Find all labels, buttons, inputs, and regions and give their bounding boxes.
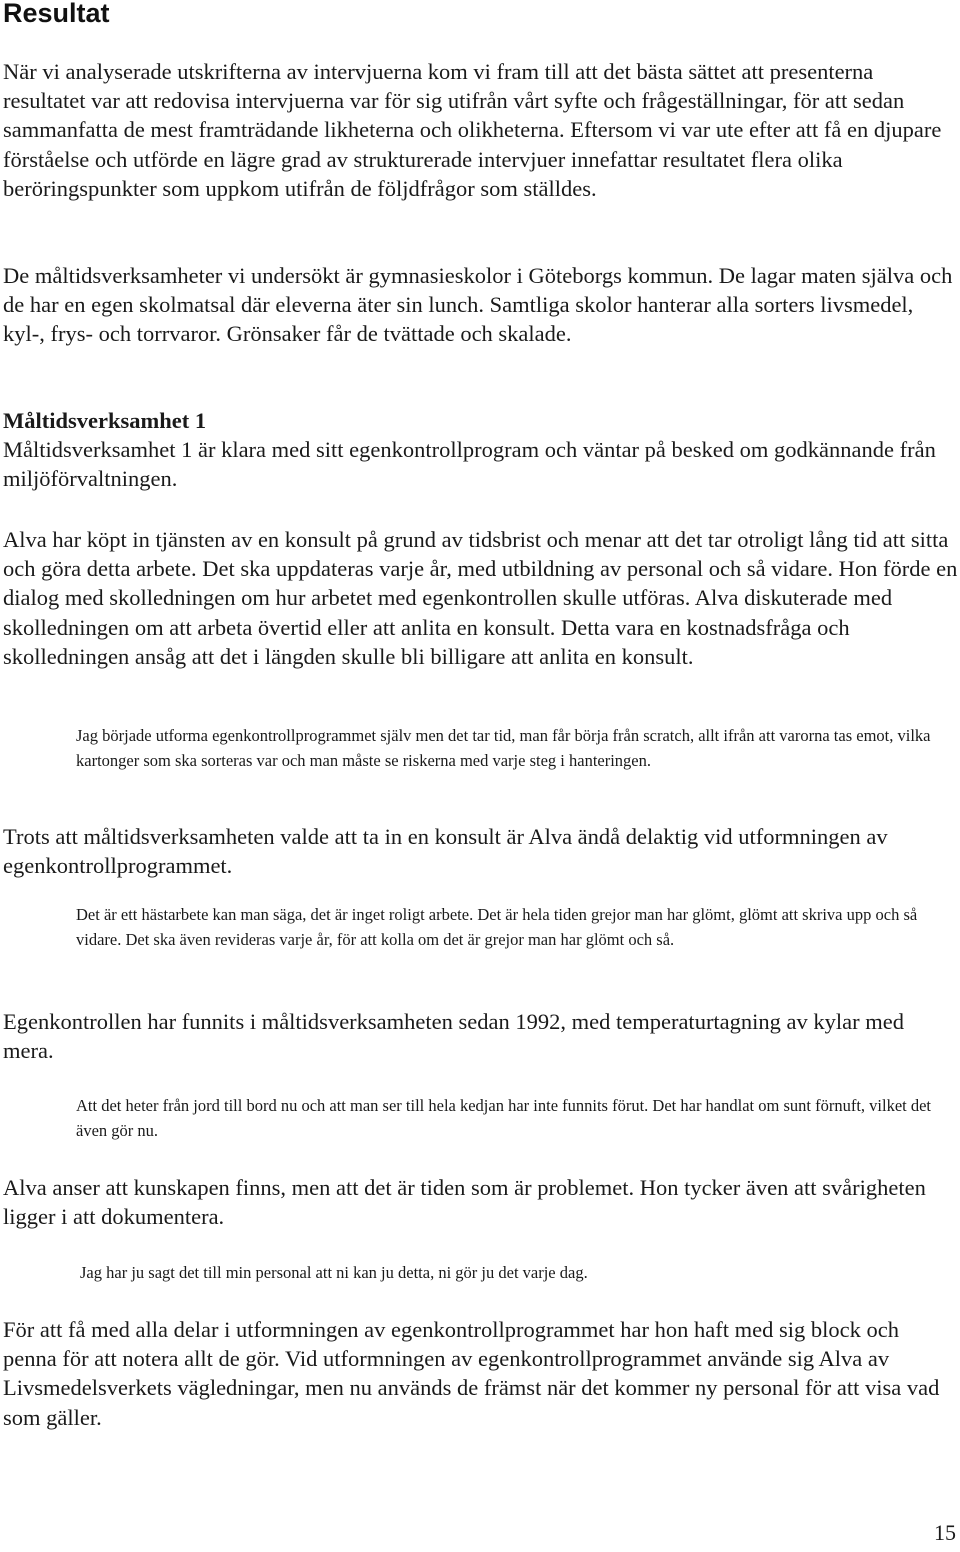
quote-2: Det är ett hästarbete kan man säga, det är inget roligt arbete. Det är hela tiden grejor man har glömt, glömt att skriva upp och så vidare. Det ska även revideras varje år, för att kolla om det är grejor man har glömt och så. (76, 905, 918, 949)
page-number: 15 (934, 1520, 956, 1545)
intro-paragraph: När vi analyserade utskrifterna av intervjuerna kom vi fram till att det bästa sättet att presenterna resultatet var att redovisa intervjuerna var för sig utifrån vårt syfte och frågeställningar, för att sedan sammanfatta de mest framträdande likheterna och olikheterna. Eftersom vi var ute efter att få en djupare förståelse och utförde en lägre grad av strukturerade intervjuer innefattar resultatet flera olika beröringspunkter som uppkom utifrån de följdfrågor som ställdes. (3, 59, 942, 201)
since-paragraph: Egenkontrollen har funnits i måltidsverksamheten sedan 1992, med temperaturtagning av kylar med mera. (3, 1009, 904, 1064)
mv1-intro-paragraph: Måltidsverksamhet 1 är klara med sitt egenkontrollprogram och väntar på besked om godkännande från miljöförvaltningen. (3, 437, 936, 492)
quote-3: Att det heter från jord till bord nu och att man ser till hela kedjan har inte funnits förut. Det har handlat om sunt förnuft, vilket det även gör nu. (76, 1096, 932, 1140)
quote-1: Jag började utforma egenkontrollprogrammet själv men det tar tid, man får börja från scratch, allt ifrån att varorna tas emot, vilka kartonger som ska sorteras var och man måste se riskerna med varje steg i hanteringen. (76, 726, 931, 770)
section-heading: Måltidsverksamhet 1 (3, 408, 207, 433)
method-paragraph: För att få med alla delar i utformningen av egenkontrollprogrammet har hon haft med sig block och penna för att notera allt de gör. Vid utformningen av egenkontrollprogrammet använde sig Alva av Livsmedelsverkets vägledningar, men nu används de främst när det kommer ny personal för att visa vad som gäller. (3, 1317, 940, 1430)
involved-paragraph: Trots att måltidsverksamheten valde att ta in en konsult är Alva ändå delaktig vid utformningen av egenkontrollprogrammet. (3, 824, 888, 879)
context-paragraph: De måltidsverksamheter vi undersökt är gymnasieskolor i Göteborgs kommun. De lagar maten själva och de har en egen skolmatsal där eleverna äter sin lunch. Samtliga skolor hanterar alla sorters livsmedel, kyl-, frys- och torrvaror. Grönsaker får de tvättade och skalade. (3, 263, 953, 347)
quote-4: Jag har ju sagt det till min personal att ni kan ju detta, ni gör ju det varje dag. (80, 1263, 588, 1282)
alva-consult-paragraph: Alva har köpt in tjänsten av en konsult på grund av tidsbrist och menar att det tar otroligt lång tid att sitta och göra detta arbete. Det ska uppdateras varje år, med utbildning av personal och så vidare. Hon förde en dialog med skolledningen om hur arbetet med egenkontrollen skulle utföras. Alva diskuterade med skolledningen om att arbeta övertid eller att anlita en konsult. Detta vara en kostnadsfråga och skolledningen ansåg att det i längden skulle bli billigare att anlita en konsult. (3, 527, 958, 669)
page-title: Resultat (3, 0, 110, 28)
section-mv1 (3, 406, 958, 494)
knowledge-paragraph: Alva anser att kunskapen finns, men att det är tiden som är problemet. Hon tycker även att svårigheten ligger i att dokumentera. (3, 1175, 926, 1230)
